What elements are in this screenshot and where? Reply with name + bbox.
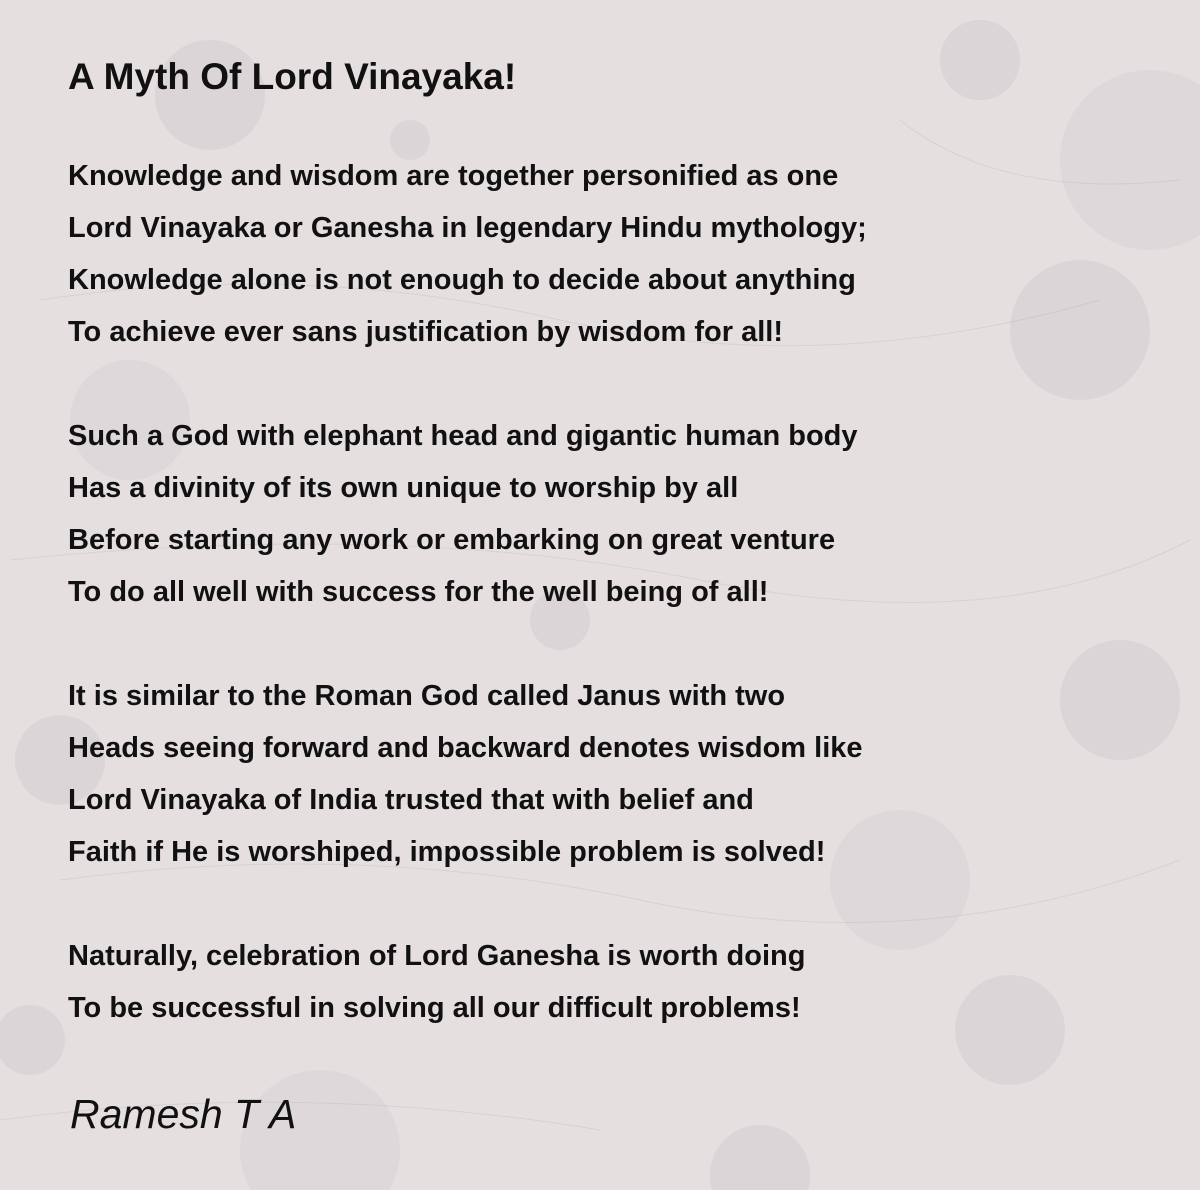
poem-line: Heads seeing forward and backward denotes wisdom like [68,732,863,764]
poem-line: Faith if He is worshiped, impossible problem is solved! [68,836,826,868]
poem-line: Naturally, celebration of Lord Ganesha is worth doing [68,940,806,972]
poem-title: A Myth Of Lord Vinayaka! [68,56,517,97]
author-name: Ramesh T A [70,1091,297,1137]
poem-line: Lord Vinayaka or Ganesha in legendary Hindu mythology; [68,212,867,244]
stanza [68,410,858,618]
poem-line: Has a divinity of its own unique to worship by all [68,472,739,504]
stanza [68,930,805,1034]
poem-line: To achieve ever sans justification by wisdom for all! [68,316,784,348]
poem-line: To be successful in solving all our difficult problems! [68,992,801,1024]
poem-line: Such a God with elephant head and gigantic human body [68,420,858,452]
poem-line: Lord Vinayaka of India trusted that with belief and [68,784,754,816]
poem-line: To do all well with success for the well being of all! [68,576,769,608]
stanza [68,150,867,358]
poem-line: Knowledge alone is not enough to decide about anything [68,264,856,296]
poem-line: It is similar to the Roman God called Janus with two [68,680,786,712]
poem-line: Knowledge and wisdom are together personified as one [68,160,839,192]
stanza [68,670,863,878]
poem-line: Before starting any work or embarking on great venture [68,524,836,556]
